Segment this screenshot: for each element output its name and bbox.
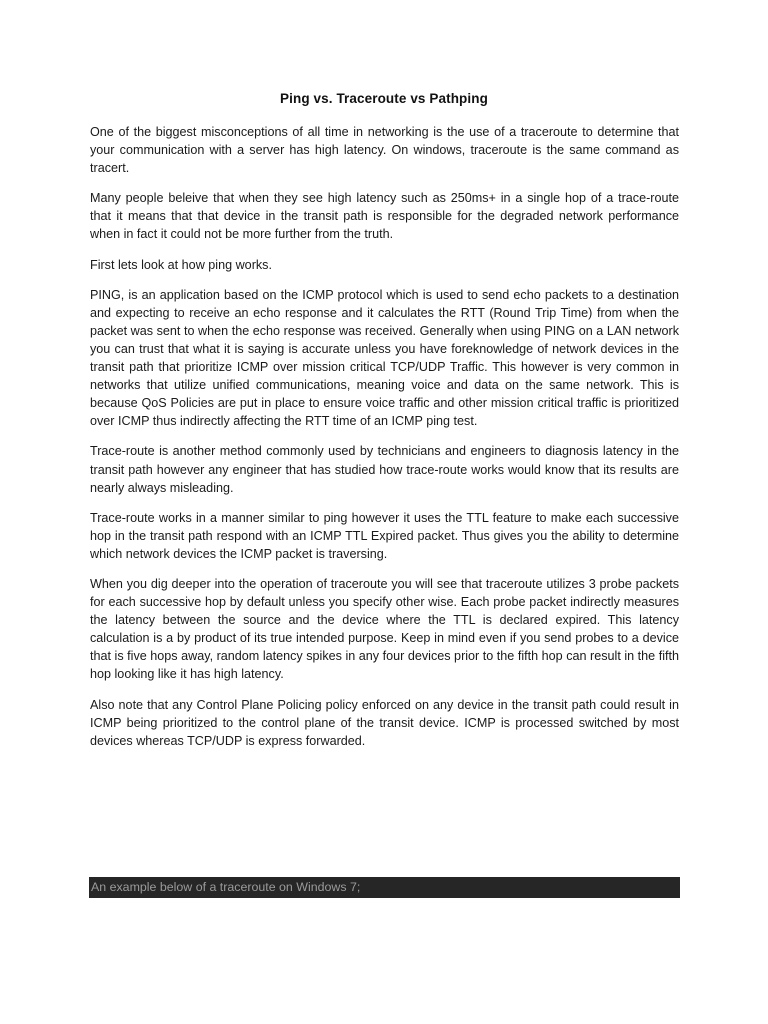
example-banner: [89, 877, 680, 898]
paragraph-misconception: Many people beleive that when they see high latency such as 250ms+ in a single hop of a trace-route that it means that that device in the transit path is responsible for the degraded network performance when in fact it could not be more further from the truth.: [90, 191, 679, 242]
example-banner-text: An example below of a traceroute on Windows 7;: [91, 880, 361, 894]
paragraph-ping-explained: PING, is an application based on the ICMP protocol which is used to send echo packets to a destination and expecting to receive an echo response and it calculates the RTT (Round Trip Time) from when the packet was sent to when the echo response was received. Generally when using PING on a LAN network you can trust that what it is saying is accurate unless you have foreknowledge of network devices in the transit path that prioritize ICMP over mission critical TCP/UDP Traffic. This however is very common in networks that utilize unified communications, meaning voice and data on the same network. This is because QoS Policies are put in place to ensure voice traffic and other mission critical traffic is prioritized over ICMP thus indirectly affecting the RTT time of an ICMP ping test.: [90, 287, 679, 429]
document-body: [90, 123, 679, 762]
paragraph-probe-packets: When you dig deeper into the operation of traceroute you will see that traceroute utilizes 3 probe packets for each successive hop by default unless you specify other wise. Each probe packet indirectly measures the latency between the source and the device where the TTL is declared expired. This latency calculation is a by product of its true intended purpose. Keep in mind even if you send probes to a device that is five hops away, random latency spikes in any four devices prior to the fifth hop can result in the fifth hop looking like it has high latency.: [90, 576, 679, 682]
paragraph-traceroute-ttl: Trace-route works in a manner similar to ping however it uses the TTL feature to make each successive hop in the transit path respond with an ICMP TTL Expired packet. Thus gives you the ability to determine which network devices the ICMP packet is traversing.: [90, 510, 679, 561]
paragraph-control-plane: Also note that any Control Plane Policing policy enforced on any device in the transit path could result in ICMP being prioritized to the control plane of the transit device. ICMP is processed switched by most devices whereas TCP/UDP is express forwarded.: [90, 697, 679, 748]
document-title: Ping vs. Traceroute vs Pathping: [280, 91, 488, 106]
paragraph-intro: One of the biggest misconceptions of all time in networking is the use of a traceroute to determine that your communication with a server has high latency. On windows, traceroute is the same command as tracert.: [90, 125, 679, 176]
paragraph-ping-intro: First lets look at how ping works.: [90, 257, 272, 272]
paragraph-traceroute-intro: Trace-route is another method commonly used by technicians and engineers to diagnosis latency in the transit path however any engineer that has studied how trace-route works would know that its results are nearly always misleading.: [90, 444, 679, 495]
